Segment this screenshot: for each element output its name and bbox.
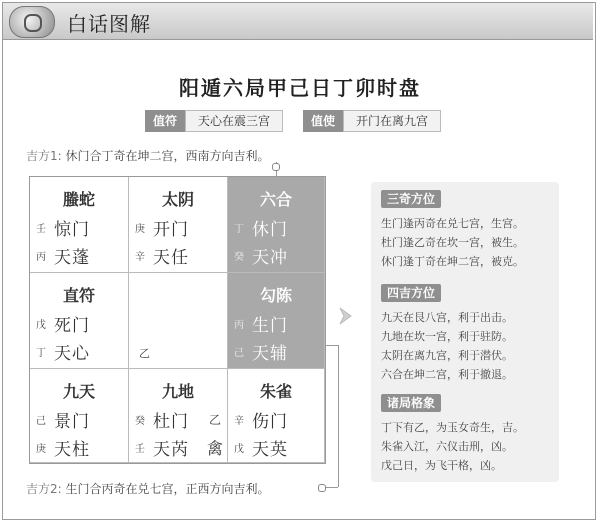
note-prefix: 吉方2: <box>26 482 62 496</box>
cell-stem: 丁 <box>36 348 46 359</box>
grid-cell <box>129 177 228 273</box>
header-title: 白话图解 <box>67 12 151 36</box>
section-line: 太阴在离九宫，利于潜伏。 <box>381 349 513 362</box>
section-line: 戊己日，为飞干格，凶。 <box>381 459 502 472</box>
note-text: 生门合丙奇在兑七宫，正西方向吉利。 <box>65 482 270 496</box>
tag-zhifu <box>145 110 283 132</box>
section-line: 六合在坤二宫，利于撤退。 <box>381 368 513 381</box>
cell-stem: 辛 <box>135 252 145 263</box>
cell-stem: 庚 <box>36 444 46 455</box>
cell-stem: 戊 <box>234 444 244 455</box>
cell-door: 死门 <box>54 316 90 336</box>
section-title: 四吉方位 <box>381 284 441 302</box>
cell-star: 天冲 <box>252 248 288 268</box>
cell-stem: 丙 <box>234 320 244 331</box>
cell-god: 九天 <box>62 382 95 401</box>
header-bar <box>3 3 593 40</box>
cell-door: 景门 <box>54 412 90 432</box>
cell-stem: 丙 <box>36 252 46 263</box>
cell-god: 太阴 <box>161 190 194 209</box>
grid-cell <box>228 369 325 463</box>
cell-star: 天任 <box>153 248 189 268</box>
cell-door: 伤门 <box>252 412 288 432</box>
cell-stem: 己 <box>234 348 244 359</box>
section-title: 三奇方位 <box>381 190 441 208</box>
cell-star: 天芮 <box>153 440 189 460</box>
cell-door: 休门 <box>252 220 288 240</box>
section-title: 诸局格象 <box>381 394 441 412</box>
connector-line <box>326 345 338 346</box>
cell-stem: 辛 <box>234 416 244 427</box>
cell-star: 天辅 <box>252 344 288 364</box>
grid-cell <box>30 273 129 369</box>
info-panel <box>371 182 559 482</box>
grid-cell <box>30 177 129 273</box>
cell-door: 开门 <box>153 220 189 240</box>
cell-god: 六合 <box>259 190 292 209</box>
arrow-right-icon <box>339 306 353 326</box>
note-bottom <box>26 480 270 497</box>
section-line: 生门逢丙奇在兑七宫，生宫。 <box>381 217 524 230</box>
cell-stem: 乙 <box>139 347 150 360</box>
cell-stem: 癸 <box>135 416 145 427</box>
cell-door: 杜门 <box>153 412 189 432</box>
grid-cell <box>228 273 325 369</box>
tag-value: 天心在震三宫 <box>185 110 283 132</box>
cell-god: 九地 <box>161 382 194 401</box>
cell-stem: 癸 <box>234 252 244 263</box>
qimen-grid <box>29 176 326 464</box>
section-lines <box>381 418 524 475</box>
connector-line <box>338 345 339 487</box>
section-lines <box>381 214 524 271</box>
logo-icon <box>9 6 55 38</box>
section-line: 九地在坎一宫，利于驻防。 <box>381 330 513 343</box>
cell-side-char: 禽 <box>206 439 223 458</box>
section-line: 杜门逢乙奇在坎一宫，被生。 <box>381 236 524 249</box>
cell-side-stem: 乙 <box>208 413 221 427</box>
cell-stem: 丁 <box>234 224 244 235</box>
cell-star: 天柱 <box>54 440 90 460</box>
tag-value: 开门在离九宫 <box>343 110 441 132</box>
cell-god: 直符 <box>62 286 95 305</box>
cell-door: 生门 <box>252 316 288 336</box>
cell-door: 惊门 <box>54 220 90 240</box>
cell-star: 天英 <box>252 440 288 460</box>
cell-stem: 壬 <box>36 224 46 235</box>
note-text: 休门合丁奇在坤二宫，西南方向吉利。 <box>65 149 270 163</box>
connector-line <box>326 487 338 488</box>
section-line: 九天在艮八宫，利于出击。 <box>381 311 513 324</box>
grid-cell-center <box>129 273 228 369</box>
section-lines <box>381 308 513 384</box>
note-prefix: 吉方1: <box>26 149 62 163</box>
grid-cell <box>228 177 325 273</box>
note-top <box>26 147 270 164</box>
cell-star: 天心 <box>54 344 90 364</box>
cell-star: 天蓬 <box>54 248 90 268</box>
grid-cell <box>129 369 228 463</box>
tag-label: 值使 <box>303 110 343 132</box>
cell-stem: 戊 <box>36 320 46 331</box>
cell-stem: 庚 <box>135 224 145 235</box>
connector-dot <box>318 484 326 492</box>
connector-dot <box>272 163 280 171</box>
page-title: 阳遁六局甲己日丁卯时盘 <box>179 76 421 100</box>
section-line: 丁下有乙，为玉女奇生，吉。 <box>381 421 524 434</box>
section-line: 朱雀入江，六仪击刑，凶。 <box>381 440 513 453</box>
cell-god: 螣蛇 <box>62 190 95 209</box>
tag-zhishi <box>303 110 441 132</box>
tag-label: 值符 <box>145 110 185 132</box>
cell-god: 朱雀 <box>259 382 292 401</box>
grid-cell <box>30 369 129 463</box>
section-line: 休门逢丁奇在坤二宫，被克。 <box>381 255 524 268</box>
cell-god: 勾陈 <box>259 286 292 305</box>
cell-stem: 己 <box>36 416 46 427</box>
cell-stem: 壬 <box>135 444 145 455</box>
